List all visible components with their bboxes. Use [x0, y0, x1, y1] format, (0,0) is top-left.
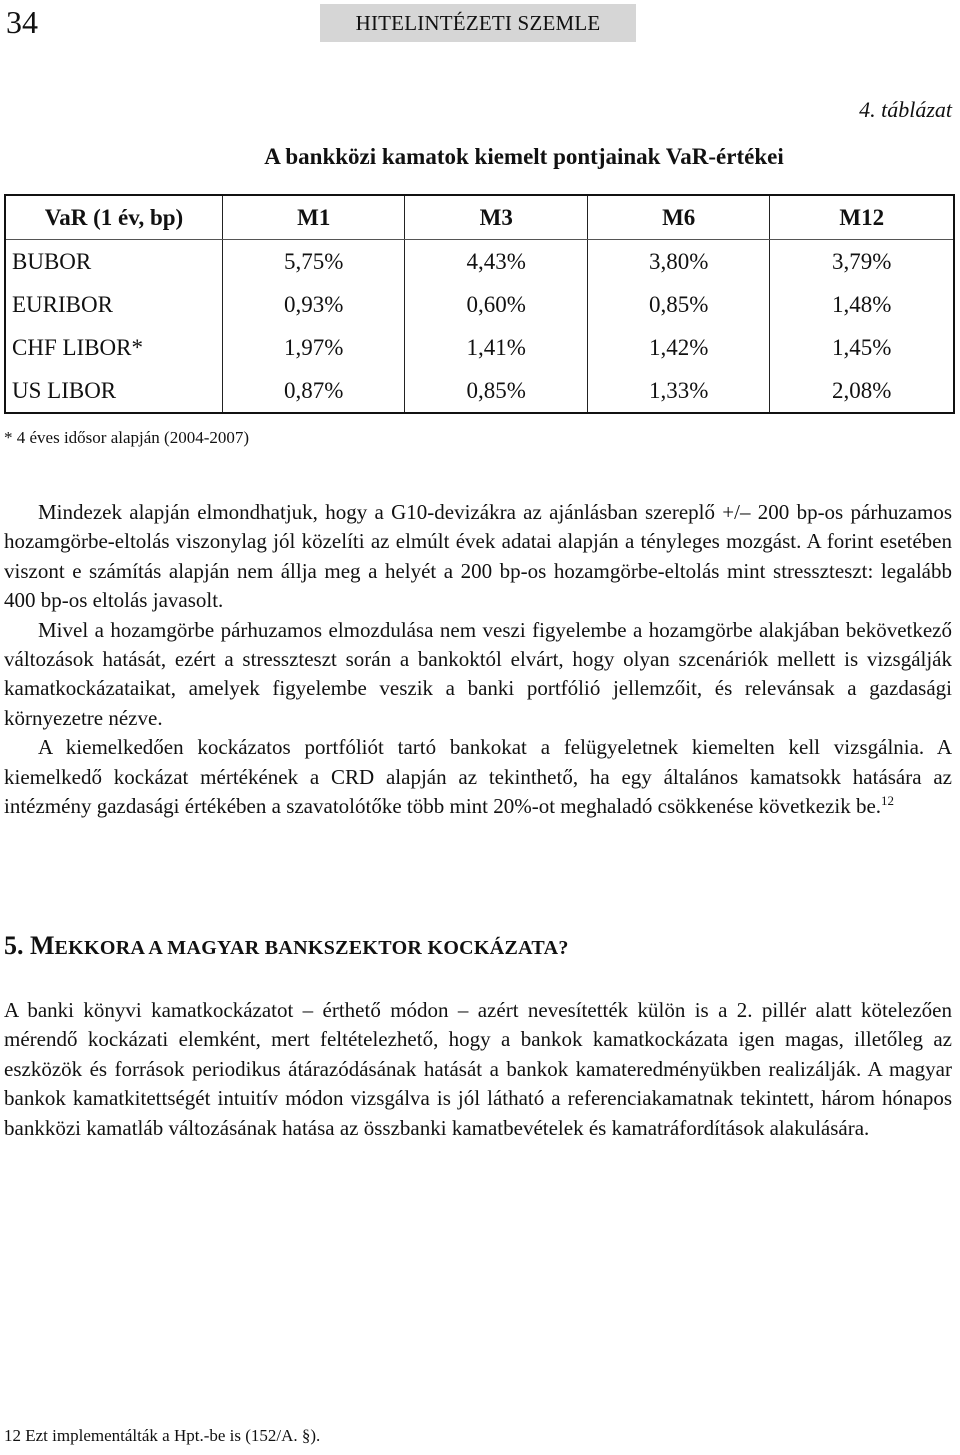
column-header: M6	[587, 195, 769, 240]
section-title-rest: EKKORA A MAGYAR BANKSZEKTOR KOCKÁZATA?	[54, 937, 569, 959]
table-cell: 5,75%	[223, 240, 405, 284]
section-body-text	[4, 996, 952, 1143]
table-cell: 1,48%	[770, 283, 954, 326]
table-cell: 2,08%	[770, 369, 954, 413]
column-header: M3	[405, 195, 587, 240]
table-row	[5, 240, 954, 284]
table-cell: 1,45%	[770, 326, 954, 369]
row-label: CHF LIBOR*	[5, 326, 223, 369]
page-number: 34	[6, 4, 38, 40]
paragraph: A banki könyvi kamatkockázatot – érthető módon – azért nevesítették külön is a 2. pillér alatt kötelezően mérendő kockázati elemként, mert feltételezhető, hogy a bankok kamatkockázata igen magas, illetőleg az eszközök és források periodikus átárazódásának hatását a bankok kamateredményükben realizálják. A magyar bankok kamatkitettségét intuitív módon vizsgálva is jól látható a referenciakamatnak tekintett, három hónapos bankközi kamatláb változásának hatása az összbanki kamatbevételek és kamatráfordítások alakulására.	[4, 998, 952, 1140]
table-cell: 0,60%	[405, 283, 587, 326]
table-note: * 4 éves idősor alapján (2004-2007)	[4, 428, 250, 447]
table-row	[5, 369, 954, 413]
table-cell: 0,85%	[587, 283, 769, 326]
column-header: M1	[223, 195, 405, 240]
body-text	[4, 498, 952, 821]
table-cell: 1,41%	[405, 326, 587, 369]
table-cell: 3,79%	[770, 240, 954, 284]
journal-title-banner: HITELINTÉZETI SZEMLE	[320, 4, 636, 42]
footnote-reference: 12	[881, 793, 895, 809]
var-table	[4, 194, 955, 414]
paragraph-text: A kiemelkedően kockázatos portfóliót tartó bankokat a felügyeletnek kiemelten kell vizsgálnia. A kiemelkedő kockázat mértékének a CRD alapján az tekinthető, ha egy általános kamatsokk hatására az intézmény gazdasági értékében a szavatolótőke több mint 20%-ot meghaladó csökkenése következik be.	[4, 735, 952, 819]
column-header: M12	[770, 195, 954, 240]
table-cell: 4,43%	[405, 240, 587, 284]
row-label: BUBOR	[5, 240, 223, 284]
table-header-row	[5, 195, 954, 240]
table-number: 4. táblázat	[859, 97, 952, 122]
column-header: VaR (1 év, bp)	[5, 195, 223, 240]
table-cell: 0,85%	[405, 369, 587, 413]
table-cell: 0,87%	[223, 369, 405, 413]
paragraph: Mindezek alapján elmondhatjuk, hogy a G10-devizákra az ajánlásban szereplő +/– 200 bp-os párhuzamos hozamgörbe-eltolás viszonylag jól közelíti az elmúlt évek adatai alapján a tényleges mozgást. A forint esetében viszont e számítás alapján nem állja meg a helyét a 200 bp-os hozamgörbe-eltolás mint stresszteszt: legalább 400 bp-os eltolás javasolt.	[4, 500, 952, 613]
footnote: 12 Ezt implementálták a Hpt.-be is (152/A. §).	[4, 1426, 321, 1445]
table-row	[5, 326, 954, 369]
section-heading	[4, 930, 569, 964]
section-number: 5.	[4, 931, 24, 960]
table-cell: 1,97%	[223, 326, 405, 369]
table-cell: 0,93%	[223, 283, 405, 326]
table-cell: 1,42%	[587, 326, 769, 369]
table-title: A bankközi kamatok kiemelt pontjainak VaR-értékei	[264, 144, 784, 169]
paragraph: Mivel a hozamgörbe párhuzamos elmozdulása nem veszi figyelembe a hozamgörbe alakjában bekövetkező változások hatását, ezért a stresszteszt során a bankoktól elvárt, hogy olyan szcenáriók mellett is vizsgálják kamatkockázataikat, amelyek figyelembe veszik a banki portfólió jellemzőit, és relevánsak a gazdasági környezetre nézve.	[4, 617, 952, 730]
row-label: US LIBOR	[5, 369, 223, 413]
section-title-initial: M	[30, 931, 55, 960]
table-cell: 3,80%	[587, 240, 769, 284]
table-row	[5, 283, 954, 326]
paragraph	[4, 733, 952, 821]
row-label: EURIBOR	[5, 283, 223, 326]
table-cell: 1,33%	[587, 369, 769, 413]
